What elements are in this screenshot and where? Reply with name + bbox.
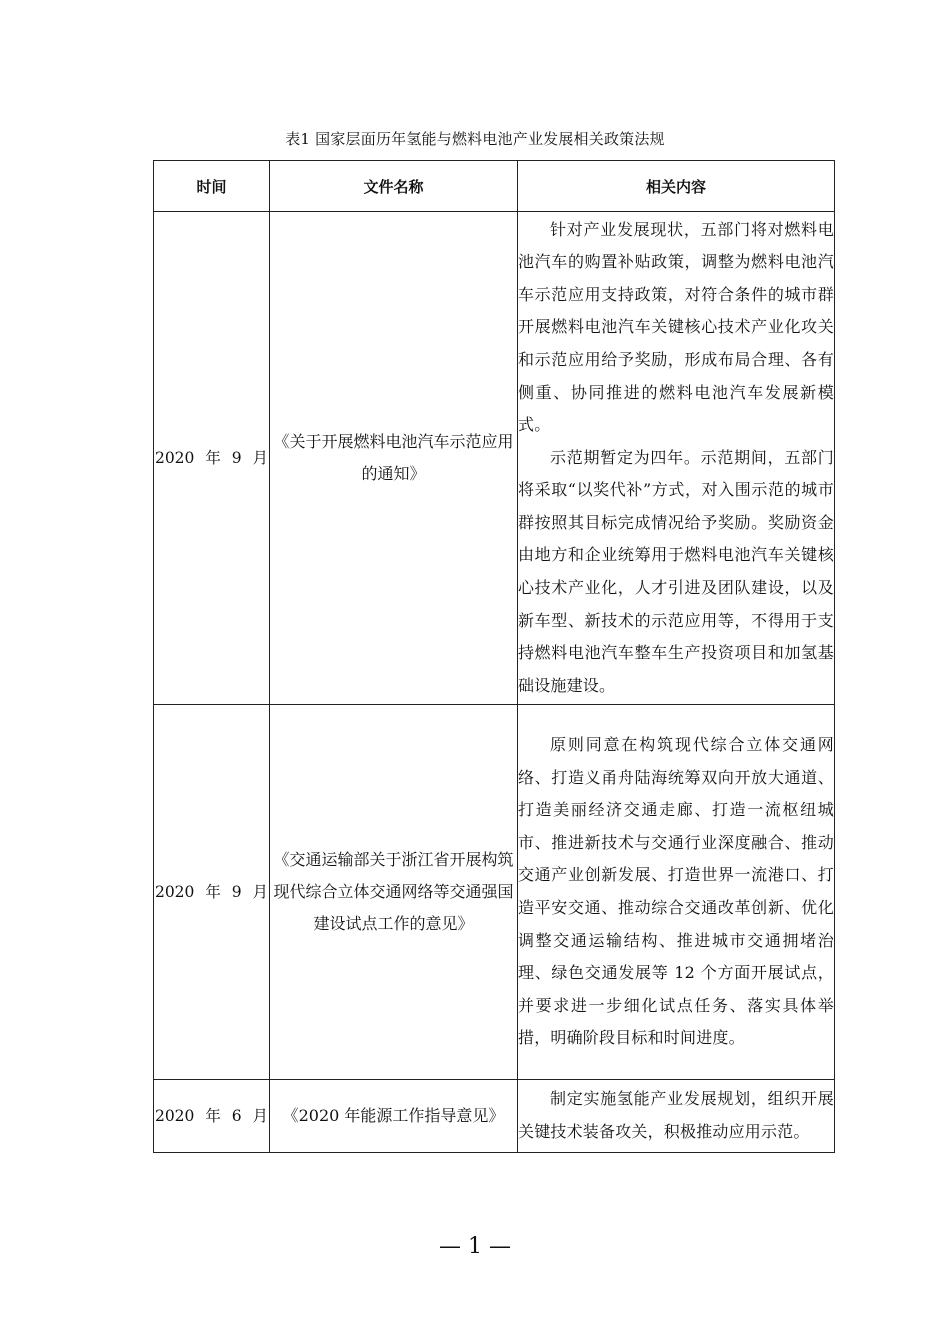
- table-row: [154, 212, 835, 705]
- row-time: 2020 年 9 月: [154, 212, 270, 705]
- row-document-title: 《交通运输部关于浙江省开展构筑现代综合立体交通网络等交通强国建设试点工作的意见》: [270, 705, 518, 1080]
- row-time: 2020 年 9 月: [154, 705, 270, 1080]
- policy-table: [153, 160, 835, 1153]
- header-time: 时间: [154, 161, 270, 212]
- table-header-row: [154, 161, 835, 212]
- row-document-title: 《2020 年能源工作指导意见》: [270, 1080, 518, 1153]
- row-content: [518, 212, 835, 705]
- header-document-name: 文件名称: [270, 161, 518, 212]
- row-content: [518, 1080, 835, 1153]
- row-document-title: 《关于开展燃料电池汽车示范应用的通知》: [270, 212, 518, 705]
- content-paragraph: 原则同意在构筑现代综合立体交通网络、打造义甬舟陆海统筹双向开放大通道、打造美丽经济交通走廊、打造一流枢纽城市、推进新技术与交通行业深度融合、推动交通产业创新发展、打造世界一流港口、打造平安交通、推动综合交通改革创新、优化调整交通运输结构、推进城市交通拥堵治理、绿色交通发展等 12 个方面开展试点，并要求进一步细化试点任务、落实具体举措，明确阶段目标和时间进度。: [518, 735, 834, 1048]
- table-caption: 表1 国家层面历年氢能与燃料电池产业发展相关政策法规: [285, 130, 665, 148]
- table-row: [154, 705, 835, 1080]
- table-row: [154, 1080, 835, 1153]
- content-paragraph: 示范期暂定为四年。示范期间，五部门将采取“以奖代补”方式，对入围示范的城市群按照其目标完成情况给予奖励。奖励资金由地方和企业统筹用于燃料电池汽车关键核心技术产业化，人才引进及团队建设，以及新车型、新技术的示范应用等，不得用于支持燃料电池汽车整车生产投资项目和加氢基础设施建设。: [518, 447, 834, 695]
- page-number: — 1 —: [439, 1234, 511, 1259]
- header-related-content: 相关内容: [518, 161, 835, 212]
- content-paragraph: 制定实施氢能产业发展规划，组织开展关键技术装备攻关，积极推动应用示范。: [518, 1089, 834, 1141]
- row-content: [518, 705, 835, 1080]
- content-paragraph: 针对产业发展现状，五部门将对燃料电池汽车的购置补贴政策，调整为燃料电池汽车示范应用支持政策，对符合条件的城市群开展燃料电池汽车关键核心技术产业化攻关和示范应用给予奖励，形成布局合理、各有侧重、协同推进的燃料电池汽车发展新模式。: [518, 219, 834, 435]
- row-time: 2020 年 6 月: [154, 1080, 270, 1153]
